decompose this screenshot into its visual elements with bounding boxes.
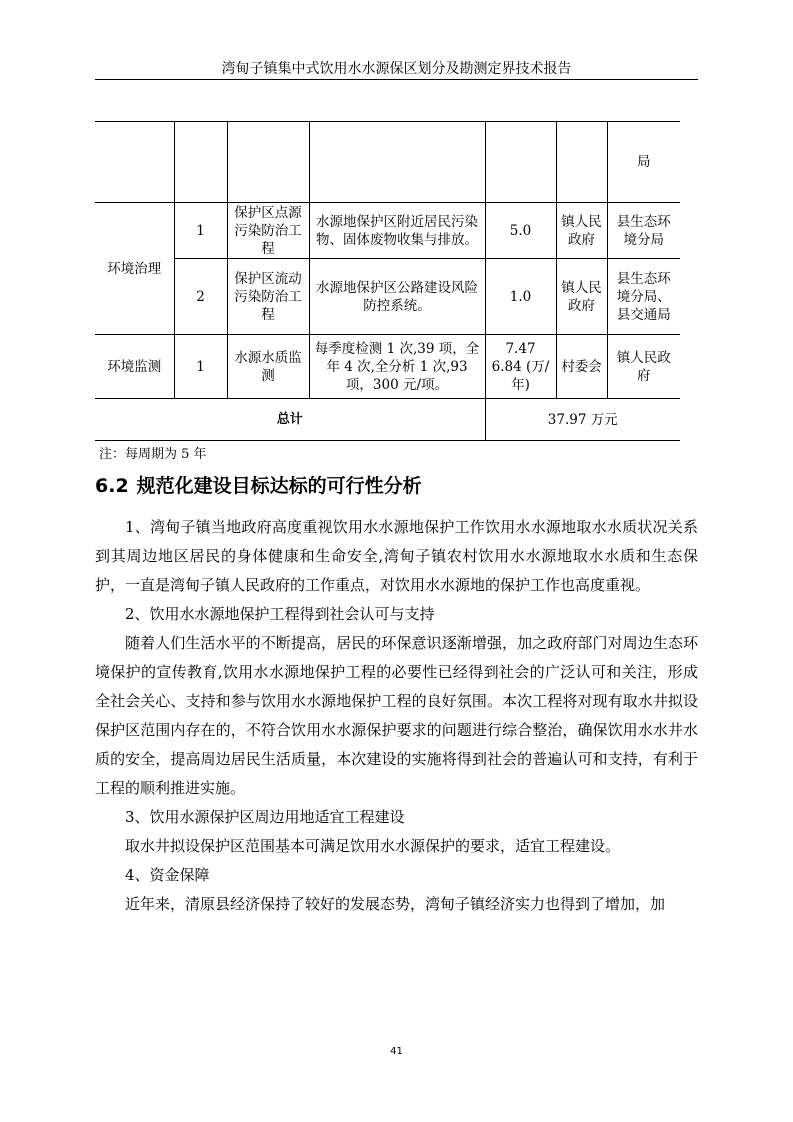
cell-dept: 镇人民政府 bbox=[607, 335, 680, 399]
cell-index: 1 bbox=[174, 203, 227, 259]
cell-index: 1 bbox=[174, 335, 227, 399]
table-row bbox=[95, 203, 680, 259]
table-row bbox=[95, 399, 680, 441]
paragraph: 3、饮用水源保护区周边用地适宜工程建设 bbox=[125, 808, 405, 826]
cell-name: 水源水质监测 bbox=[227, 335, 309, 399]
page-number: 41 bbox=[390, 1046, 403, 1057]
paragraph: 1、湾甸子镇当地政府高度重视饮用水水源地保护工作饮用水水源地取水水质状况关系到其周边地区居民的身体健康和生命安全,湾甸子镇农村饮用水水源地取水水质和生态保护，一直是湾甸子镇人民政府的工作重点，对饮用水水源地的保护工作也高度重视。 bbox=[95, 518, 698, 594]
paragraph: 近年来，清原县经济保持了较好的发展态势，湾甸子镇经济实力也得到了增加，加 bbox=[125, 895, 666, 913]
cell-owner: 村委会 bbox=[556, 335, 607, 399]
cell-dept: 县生态环境分局、县交通局 bbox=[607, 259, 680, 335]
table-row bbox=[95, 259, 680, 335]
cell-name: 保护区点源污染防治工程 bbox=[227, 203, 309, 259]
cell-category: 环境治理 bbox=[95, 203, 174, 335]
header-rule bbox=[95, 79, 698, 80]
cell-amount: 1.0 bbox=[485, 259, 556, 335]
section-heading bbox=[95, 474, 422, 498]
cell-dept: 县生态环境分局 bbox=[607, 203, 680, 259]
cell-amount: 7.47 6.84 (万/年) bbox=[485, 335, 556, 399]
cell-content: 水源地保护区公路建设风险防控系统。 bbox=[309, 259, 485, 335]
table-row bbox=[95, 335, 680, 399]
cell-category: 环境监测 bbox=[95, 335, 174, 399]
page-header: 湾甸子镇集中式饮用水水源保区划分及勘测定界技术报告 bbox=[221, 61, 572, 77]
cell-owner: 镇人民政府 bbox=[556, 259, 607, 335]
table-note: 注：每周期为 5 年 bbox=[99, 447, 207, 462]
cell-amount: 5.0 bbox=[485, 203, 556, 259]
paragraph: 4、资金保障 bbox=[125, 866, 210, 884]
paragraph: 取水井拟设保护区范围基本可满足饮用水水源保护的要求，适宜工程建设。 bbox=[125, 837, 621, 855]
cell-content: 水源地保护区附近居民污染物、固体废物收集与排放。 bbox=[309, 203, 485, 259]
table-row bbox=[95, 122, 680, 203]
body-text bbox=[95, 513, 698, 919]
paragraph: 2、饮用水水源地保护工程得到社会认可与支持 bbox=[125, 605, 435, 623]
cell-content: 每季度检测 1 次,39 项，全年 4 次,全分析 1 次,93 项，300 元/项。 bbox=[309, 335, 485, 399]
total-label: 总计 bbox=[95, 399, 485, 441]
cell-dept: 局 bbox=[607, 122, 680, 203]
cell-name: 保护区流动污染防治工程 bbox=[227, 259, 309, 335]
section-title: 规范化建设目标达标的可行性分析 bbox=[136, 475, 422, 497]
budget-table bbox=[95, 121, 680, 441]
paragraph: 随着人们生活水平的不断提高，居民的环保意识逐渐增强，加之政府部门对周边生态环境保护的宣传教育,饮用水水源地保护工程的必要性已经得到社会的广泛认可和关注，形成全社会关心、支持和参与饮用水水源地保护工程的良好氛围。本次工程将对现有取水井拟设保护区范围内存在的，不符合饮用水水源保护要求的问题进行综合整治，确保饮用水水井水质的安全，提高周边居民生活质量，本次建设的实施将得到社会的普遍认可和支持，有利于工程的顺利推进实施。 bbox=[95, 634, 698, 797]
total-value: 37.97 万元 bbox=[485, 399, 680, 441]
section-number: 6.2 bbox=[95, 475, 129, 497]
cell-index: 2 bbox=[174, 259, 227, 335]
cell-owner: 镇人民政府 bbox=[556, 203, 607, 259]
